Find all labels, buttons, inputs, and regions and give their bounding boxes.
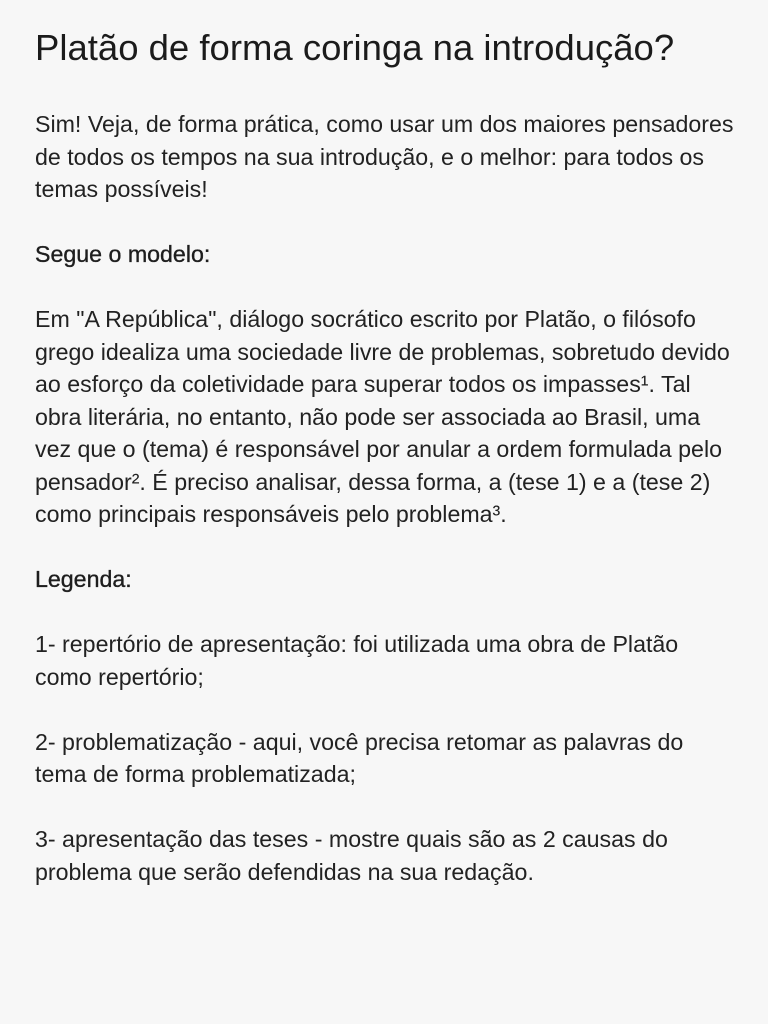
article-title: Platão de forma coringa na introdução? (35, 27, 675, 68)
model-paragraph: Em "A República", diálogo socrático escrito por Platão, o filósofo grego idealiza uma sociedade livre de problemas, sobretudo devido ao esforço da coletividade para superar todos os impasses¹. Tal obra literária, no entanto, não pode ser associada ao Brasil, uma vez que o (tema) é responsável por anular a ordem formulada pelo pensador². É preciso analisar, dessa forma, a (tese 1) e a (tese 2) como principais responsáveis pelo problema³. (35, 306, 730, 527)
legend-item-1: 1- repertório de apresentação: foi utilizada uma obra de Platão como repertório; (35, 631, 679, 690)
spacer (35, 791, 734, 824)
legend-heading: Legenda: (35, 566, 132, 592)
legend-item-3: 3- apresentação das teses - mostre quais são as 2 causas do problema que serão defendidas na sua redação. (35, 826, 668, 885)
spacer (35, 271, 734, 304)
intro-paragraph: Sim! Veja, de forma prática, como usar um dos maiores pensadores de todos os tempos na sua introdução, e o melhor: para todos os temas possíveis! (35, 111, 734, 202)
spacer (35, 693, 734, 726)
model-heading: Segue o modelo: (35, 241, 211, 267)
spacer (35, 531, 734, 564)
legend-item-2: 2- problematização - aqui, você precisa retomar as palavras do tema de forma problematizada; (35, 728, 684, 787)
spacer (35, 596, 734, 629)
spacer (35, 206, 734, 239)
